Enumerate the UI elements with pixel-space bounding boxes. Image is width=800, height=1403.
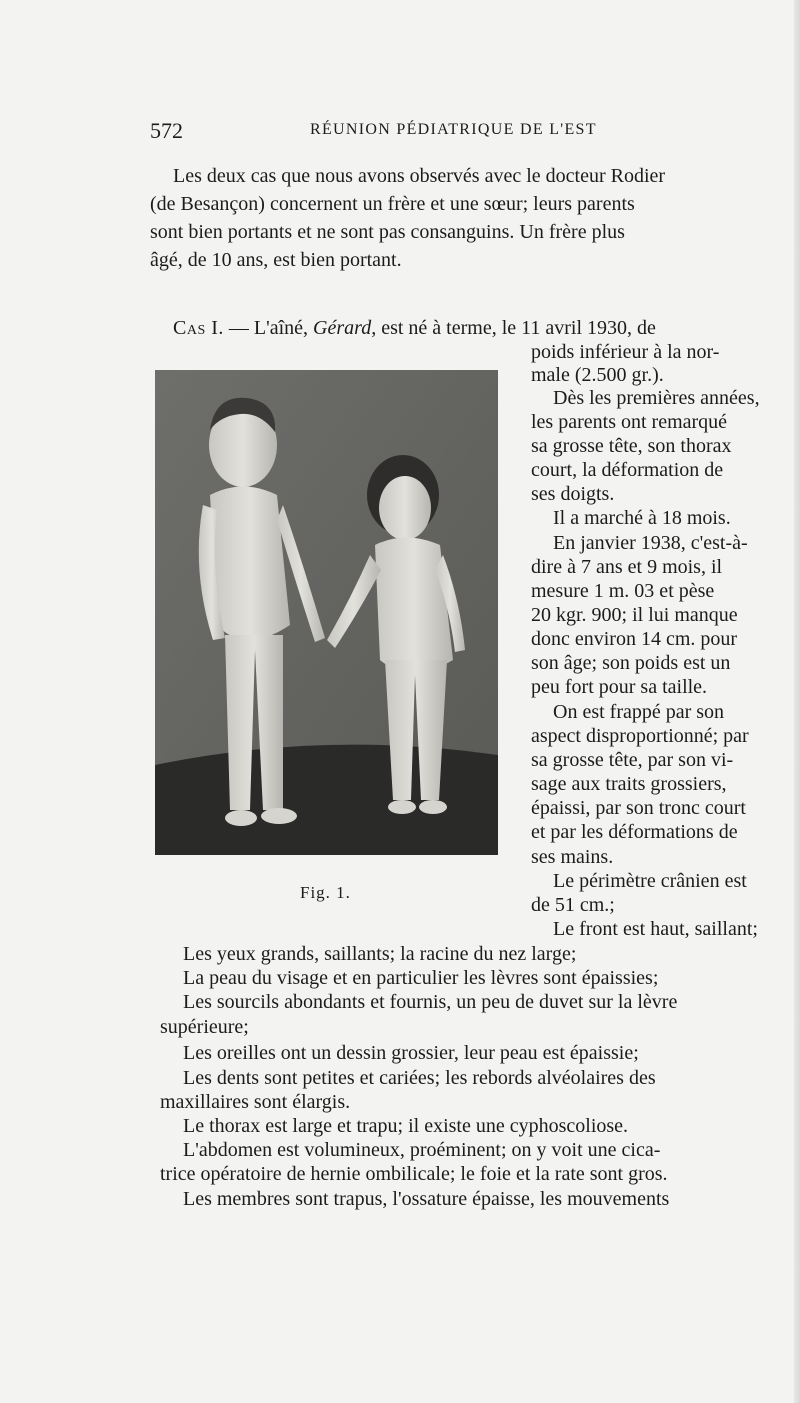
side-line: les parents ont remarqué (531, 411, 728, 433)
body-line: Les sourcils abondants et fournis, un peu de duvet sur la lèvre (183, 991, 678, 1013)
body-line: maxillaires sont élargis. (160, 1091, 351, 1113)
side-line: poids inférieur à la nor- (531, 341, 720, 363)
body-line: Les membres sont trapus, l'ossature épaisse, les mouvements (183, 1188, 670, 1210)
side-line: Il a marché à 18 mois. (553, 507, 731, 529)
body-line: Le thorax est large et trapu; il existe une cyphoscoliose. (183, 1115, 629, 1137)
side-line: On est frappé par son (553, 701, 725, 723)
side-line: En janvier 1938, c'est-à- (553, 532, 748, 554)
side-line: court, la déformation de (531, 459, 724, 481)
running-head: RÉUNION PÉDIATRIQUE DE L'EST (310, 121, 597, 138)
figure-illustration (155, 370, 498, 855)
figure-photograph (155, 370, 498, 855)
side-line: Le front est haut, saillant; (553, 918, 758, 940)
case-text: — L'aîné, (223, 317, 314, 339)
side-line: sage aux traits grossiers, (531, 773, 727, 795)
figure-caption: Fig. 1. (300, 883, 351, 902)
side-line: male (2.500 gr.). (531, 364, 664, 386)
body-line: La peau du visage et en particulier les lèvres sont épaissies; (183, 967, 659, 989)
body-line: Les dents sont petites et cariées; les rebords alvéolaires des (183, 1067, 656, 1089)
intro-line: (de Besançon) concernent un frère et une sœur; leurs parents (150, 193, 635, 215)
side-line: ses mains. (531, 846, 614, 868)
side-line: peu fort pour sa taille. (531, 676, 708, 698)
side-line: aspect disproportionné; par (531, 725, 749, 747)
patient-name: Gérard (313, 317, 372, 339)
case-text: , est né à terme, le 11 avril 1930, de (371, 317, 656, 339)
body-line: trice opératoire de hernie ombilicale; le foie et la rate sont gros. (160, 1163, 668, 1185)
side-line: son âge; son poids est un (531, 652, 731, 674)
intro-line: âgé, de 10 ans, est bien portant. (150, 249, 402, 271)
side-line: donc environ 14 cm. pour (531, 628, 738, 650)
intro-line: sont bien portants et ne sont pas consanguins. Un frère plus (150, 221, 625, 243)
body-line: supérieure; (160, 1016, 249, 1038)
page-edge (794, 0, 800, 1403)
body-line: L'abdomen est volumineux, proéminent; on y voit une cica- (183, 1139, 661, 1161)
side-line: dire à 7 ans et 9 mois, il (531, 556, 723, 578)
case-label: Cas I. (173, 317, 224, 339)
side-line: Le périmètre crânien est (553, 870, 747, 892)
body-line: Les oreilles ont un dessin grossier, leur peau est épaissie; (183, 1042, 639, 1064)
body-line: Les yeux grands, saillants; la racine du nez large; (183, 943, 577, 965)
side-line: sa grosse tête, par son vi- (531, 749, 734, 771)
page-number: 572 (150, 118, 183, 143)
side-line: mesure 1 m. 03 et pèse (531, 580, 715, 602)
case-heading-line (173, 315, 656, 341)
intro-line: Les deux cas que nous avons observés avec le docteur Rodier (173, 165, 666, 187)
side-line: et par les déformations de (531, 821, 738, 843)
side-line: épaissi, par son tronc court (531, 797, 746, 819)
page-header (150, 118, 640, 144)
side-line: sa grosse tête, son thorax (531, 435, 732, 457)
side-line: de 51 cm.; (531, 894, 615, 916)
side-line: 20 kgr. 900; il lui manque (531, 604, 738, 626)
side-line: Dès les premières années, (553, 387, 760, 409)
side-line: ses doigts. (531, 483, 615, 505)
